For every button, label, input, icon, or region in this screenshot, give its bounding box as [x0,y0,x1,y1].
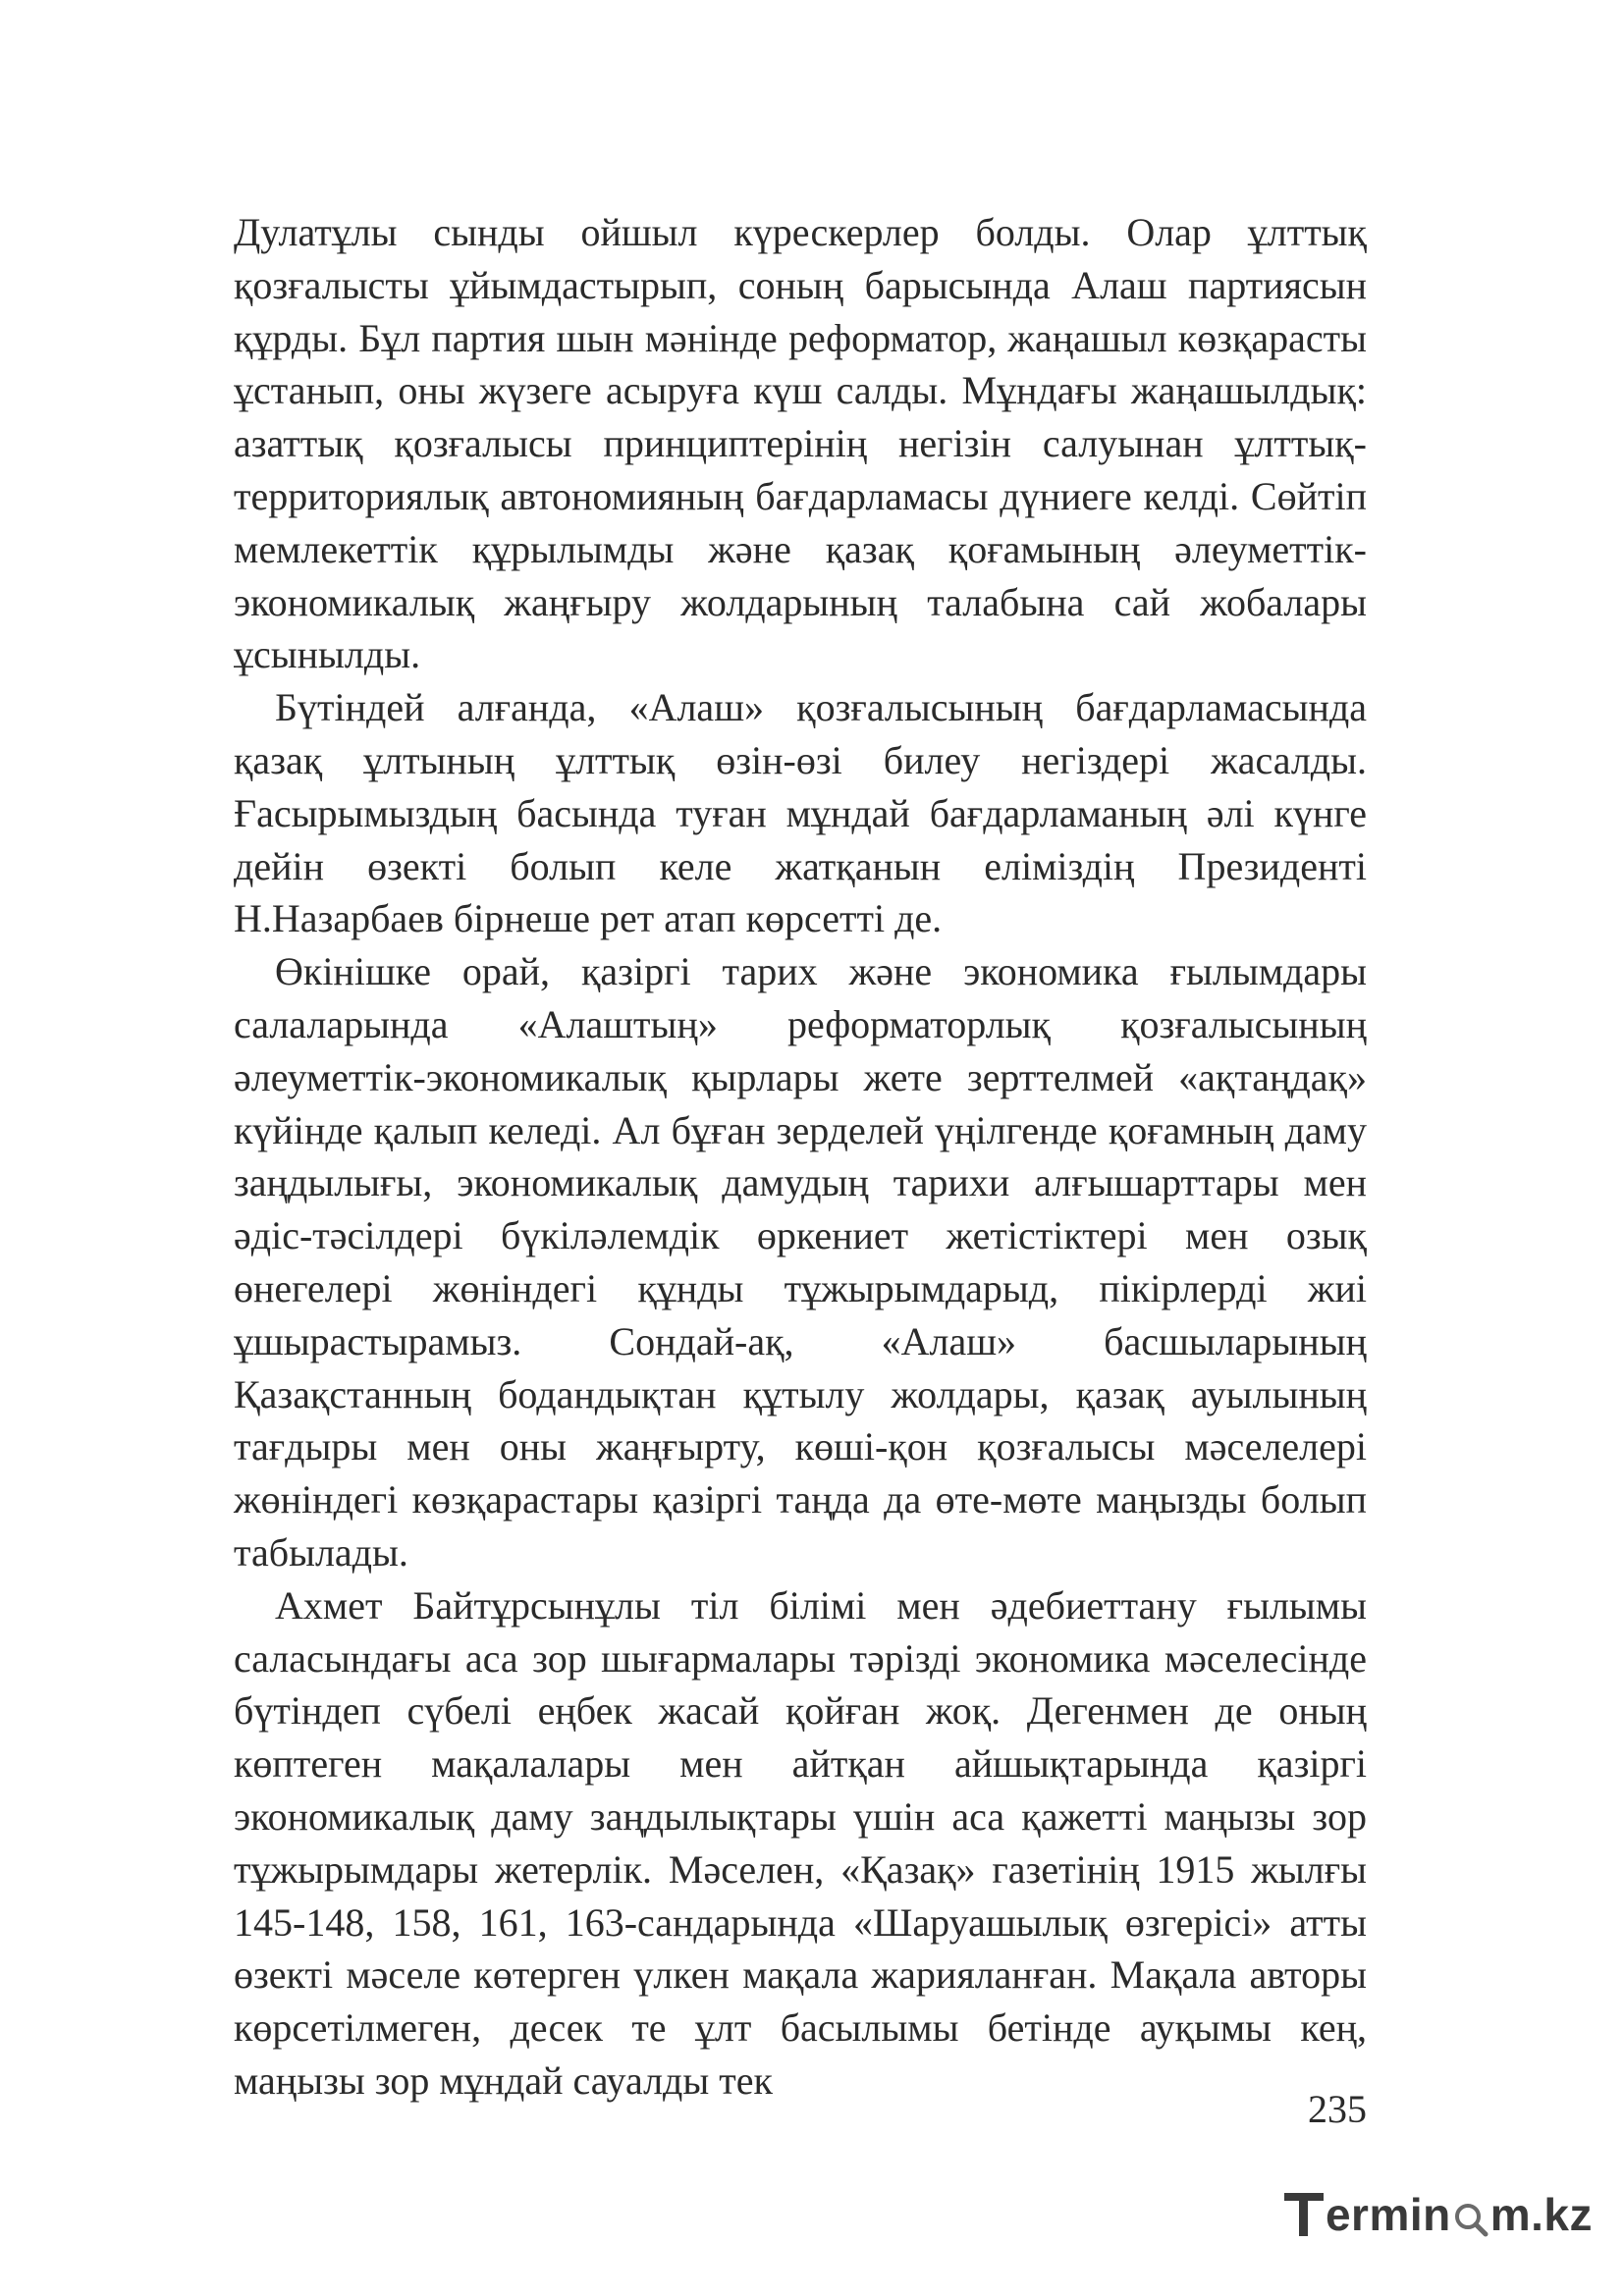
paragraph-3: Өкінішке орай, қазіргі тарих және экономика ғылымдары салаларында «Алаштың» реформаторлық қозғалысының әлеуметтік-экономикалық қырлары жете зерттелмей «ақтаңдақ» күйінде қалып келеді. Ал бұған зерделей үңілгенде қоғамның даму заңдылығы, экономикалық дамудың тарихи алғышарттары мен әдіс-тәсілдері бүкіләлемдік өркениет жетістіктері мен озық өнегелері жөніндегі құнды тұжырымдарыд, пікірлерді жиі ұшырастырамыз. Сондай-ақ, «Алаш» басшыларының Қазақстанның бодандықтан құтылу жолдары, қазақ ауылының тағдыры мен оны жаңғырту, көші-қон қозғалысы мәселелері жөніндегі көзқарастары қазіргі таңда да өте-мөте маңызды болып табылады. [234,949,1367,1575]
paragraph-2: Бүтіндей алғанда, «Алаш» қозғалысының бағдарламасында қазақ ұлтының ұлттық өзін-өзі билеу негіздері жасалды. Ғасырымыздың басында туған мұндай бағдарламаның әлі күнге дейін өзекті болып келе жатқанын еліміздің Президенті Н.Назарбаев бірнеше рет атап көрсетті де. [234,685,1367,941]
watermark-text-part2: m.kz [1489,2189,1593,2240]
page-body [234,206,1367,2108]
magnifier-icon [1451,2191,1490,2238]
t-letter-icon [1282,2189,1326,2240]
paragraph-4: Ахмет Байтұрсынұлы тіл білімі мен әдебиеттану ғылымы саласындағы аса зор шығармалары тәрізді экономика мәселесінде бүтіндеп сүбелі еңбек жасай қойған жоқ. Дегенмен де оның көптеген мақалалары мен айтқан айшықтарында қазіргі экономикалық даму заңдылықтары үшін аса қажетті маңызы зор тұжырымдары жетерлік. Мәселен, «Қазақ» газетінің 1915 жылғы 145-148, 158, 161, 163-сандарында «Шаруашылық өзгерісі» атты өзекті мәселе көтерген үлкен мақала жарияланған. Мақала авторы көрсетілмеген, десек те ұлт басылымы бетінде ауқымы кең, маңызы зор мұндай сауалды тек [234,1582,1367,2103]
page-number: 235 [1308,2087,1367,2131]
watermark-logo [1282,2187,1593,2242]
watermark-text-part1: ermin [1325,2189,1451,2240]
paragraph-1: Дулатұлы сынды ойшыл күрескерлер болды. Олар ұлттық қозғалысты ұйымдастырып, соның барысында Алаш партиясын құрды. Бұл партия шын мәнінде реформатор, жаңашыл көзқарасты ұстанып, оны жүзеге асыруға күш салды. Мұндағы жаңашылдық: азаттық қозғалысы принциптерінің негізін салуынан ұлттық-территориялық автономияның бағдарламасы дүниеге келді. Сөйтіп мемлекеттік құрылымды және қазақ қоғамының әлеуметтік-экономикалық жаңғыру жолдарының талабына сай жобалары ұсынылды. [234,210,1367,677]
